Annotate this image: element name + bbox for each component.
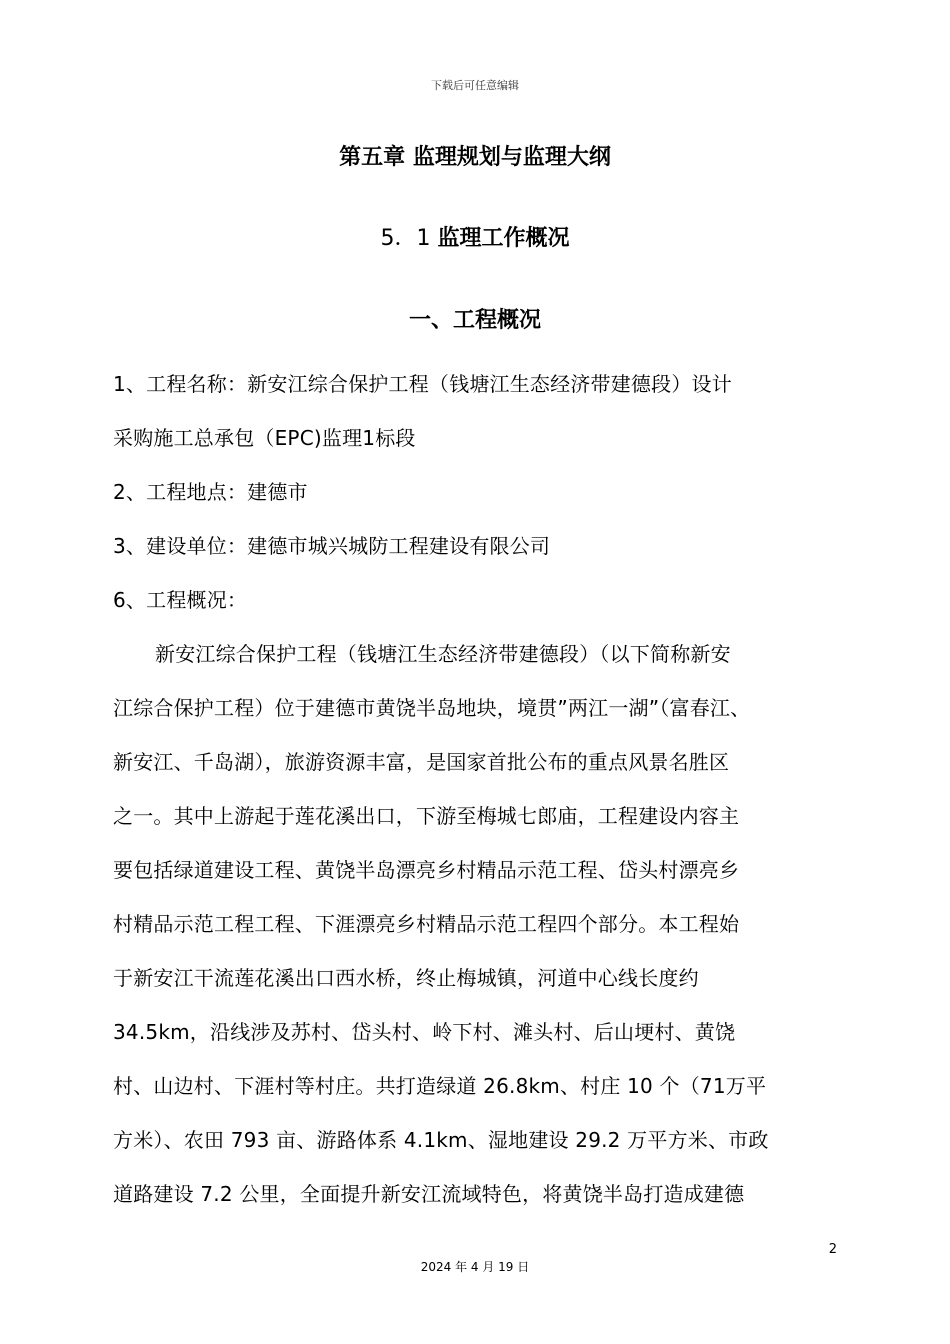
paragraph-line: 道路建设 7.2 公里，全面提升新安江流域特色，将黄饶半岛打造成建德	[113, 1182, 745, 1206]
paragraph-line: 村、山边村、下涯村等村庄。共打造绿道 26.8km、村庄 10 个（71万平	[113, 1074, 767, 1098]
paragraph-line: 江综合保护工程）位于建德市黄饶半岛地块，境贯”两江一湖”（富春江、	[113, 696, 751, 720]
section-title: 监理工作概况	[437, 226, 570, 251]
paragraph-line: 34.5km，沿线涉及苏村、岱头村、岭下村、滩头村、后山埂村、黄饶	[113, 1020, 736, 1044]
item-project-name-line1: 1、工程名称：新安江综合保护工程（钱塘江生态经济带建德段）设计	[113, 372, 732, 396]
page-number: 2	[828, 1242, 837, 1257]
paragraph-line: 新安江、千岛湖），旅游资源丰富，是国家首批公布的重点风景名胜区	[113, 750, 730, 774]
chapter-heading: 第五章 监理规划与监理大纲	[339, 145, 611, 170]
paragraph-line: 于新安江干流莲花溪出口西水桥，终止梅城镇，河道中心线长度约	[113, 966, 699, 990]
paragraph-line: 新安江综合保护工程（钱塘江生态经济带建德段）（以下简称新安	[155, 642, 731, 666]
item-project-overview: 6、工程概况：	[113, 588, 248, 612]
project-items	[113, 357, 838, 627]
section-number: 5．1	[380, 226, 431, 251]
paragraph-line: 之一。其中上游起于莲花溪出口，下游至梅城七郎庙，工程建设内容主	[113, 804, 740, 828]
footer-date: 2024 年 4 月 19 日	[420, 1260, 530, 1274]
paragraph-line: 村精品示范工程工程、下涯漂亮乡村精品示范工程四个部分。本工程始	[113, 912, 740, 936]
paragraph-line: 方米）、农田 793 亩、游路体系 4.1km、湿地建设 29.2 万平方米、市政	[113, 1128, 769, 1152]
overview-paragraph	[113, 627, 838, 1221]
item-project-name-line2: 采购施工总承包（EPC)监理1标段	[113, 426, 416, 450]
subsection-heading: 一、工程概况	[408, 308, 541, 333]
section-heading	[0, 225, 950, 253]
header-note: 下载后可任意编辑	[431, 79, 519, 92]
paragraph-line: 要包括绿道建设工程、黄饶半岛漂亮乡村精品示范工程、岱头村漂亮乡	[113, 858, 740, 882]
item-construction-unit: 3、建设单位：建德市城兴城防工程建设有限公司	[113, 534, 551, 558]
item-project-location: 2、工程地点：建德市	[113, 480, 308, 504]
